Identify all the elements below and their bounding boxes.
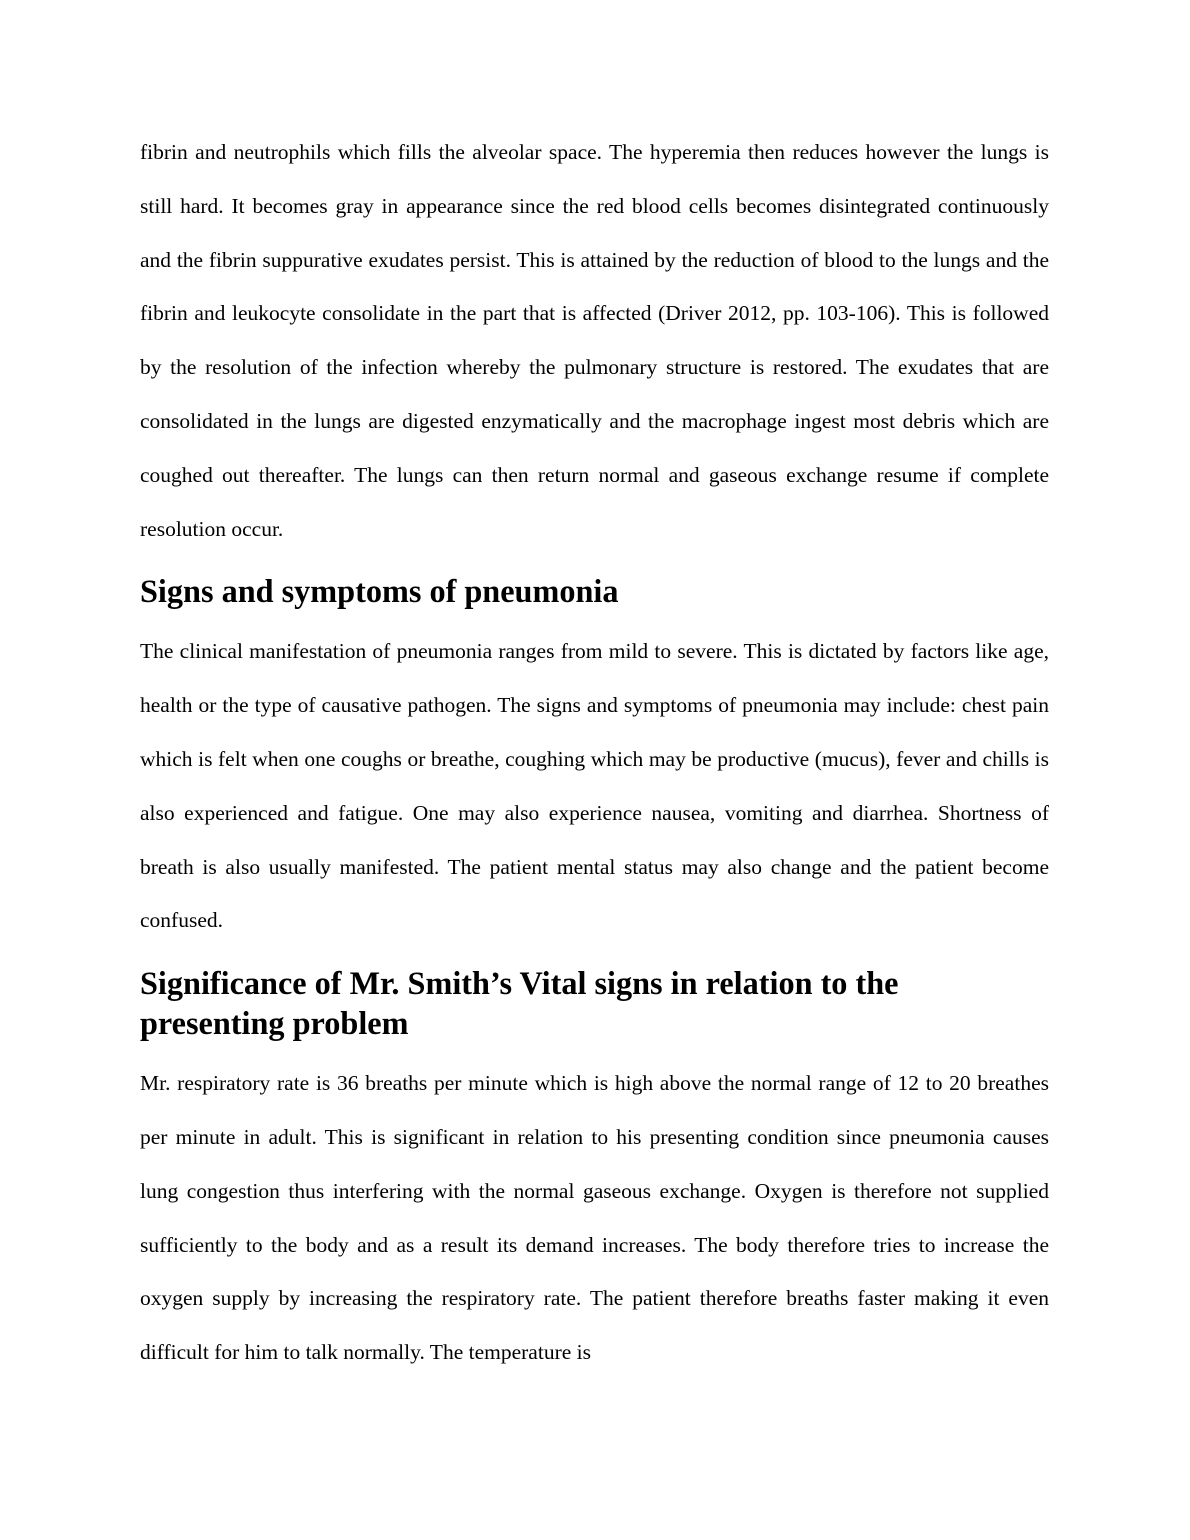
body-paragraph: Mr. respiratory rate is 36 breaths per minute which is high above the normal range of 12 to 20 breathes per minute in adult. This is significant in relation to his presenting condition since pneumonia causes lung congestion thus interfering with the normal gaseous exchange. Oxygen is therefore not supplied sufficiently to the body and as a result its demand increases. The body therefore tries to increase the oxygen supply by increasing the respiratory rate. The patient therefore breaths faster making it even difficult for him to talk normally. The temperature is: [140, 1071, 1049, 1365]
body-paragraph: fibrin and neutrophils which fills the alveolar space. The hyperemia then reduces however the lungs is still hard. It becomes gray in appearance since the red blood cells becomes disintegrated continuously and the fibrin suppurative exudates persist. This is attained by the reduction of blood to the lungs and the fibrin and leukocyte consolidate in the part that is affected (Driver 2012, pp. 103-106). This is followed by the resolution of the infection whereby the pulmonary structure is restored. The exudates that are consolidated in the lungs are digested enzymatically and the macrophage ingest most debris which are coughed out thereafter. The lungs can then return normal and gaseous exchange resume if complete resolution occur.: [140, 140, 1049, 541]
body-paragraph: The clinical manifestation of pneumonia ranges from mild to severe. This is dictated by factors like age, health or the type of causative pathogen. The signs and symptoms of pneumonia may include: chest pain which is felt when one coughs or breathe, coughing which may be productive (mucus), fever and chills is also experienced and fatigue. One may also experience nausea, vomiting and diarrhea. Shortness of breath is also usually manifested. The patient mental status may also change and the patient become confused.: [140, 639, 1049, 933]
section-heading-vitals: Significance of Mr. Smith’s Vital signs in relation to the presenting problem: [140, 965, 899, 1042]
document-page: [140, 126, 1049, 1380]
section-heading-signs: Signs and symptoms of pneumonia: [140, 573, 619, 610]
